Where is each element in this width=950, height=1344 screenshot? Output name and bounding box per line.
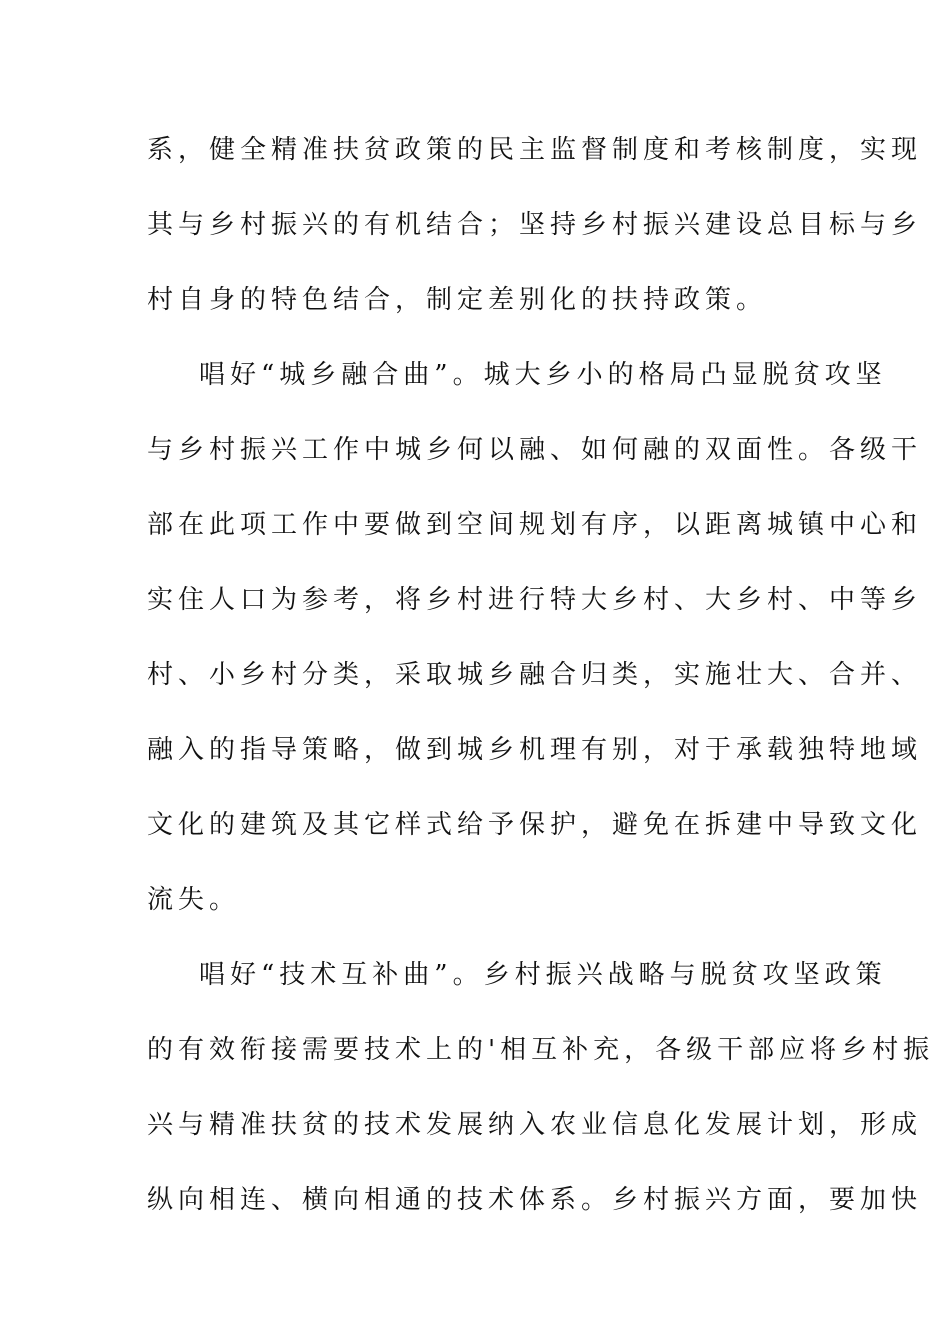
text-line: 其与乡村振兴的有机结合；坚持乡村振兴建设总目标与乡 <box>147 210 923 240</box>
text-line: 融入的指导策略，做到城乡机理有别，对于承载独特地域 <box>147 735 923 765</box>
text-line: 部在此项工作中要做到空间规划有序，以距离城镇中心和 <box>147 510 923 540</box>
text-line: 村自身的特色结合，制定差别化的扶持政策。 <box>147 285 768 315</box>
text-line: 流失。 <box>147 885 241 915</box>
text-line: 系，健全精准扶贫政策的民主监督制度和考核制度，实现 <box>147 135 923 165</box>
text-line: 村、小乡村分类，采取城乡融合归类，实施壮大、合并、 <box>147 660 923 690</box>
document-body <box>147 132 935 1257</box>
text-line: 与乡村振兴工作中城乡何以融、如何融的双面性。各级干 <box>147 435 923 465</box>
paragraph-start-line: 唱好“城乡融合曲”。城大乡小的格局凸显脱贫攻坚 <box>199 360 887 390</box>
text-line: 纵向相连、横向相通的技术体系。乡村振兴方面，要加快 <box>147 1185 923 1215</box>
text-line: 的有效衔接需要技术上的'相互补充，各级干部应将乡村振 <box>147 1035 935 1065</box>
text-line: 实住人口为参考，将乡村进行特大乡村、大乡村、中等乡 <box>147 585 923 615</box>
paragraph-start-line: 唱好“技术互补曲”。乡村振兴战略与脱贫攻坚政策 <box>199 960 887 990</box>
text-line: 兴与精准扶贫的技术发展纳入农业信息化发展计划，形成 <box>147 1110 923 1140</box>
text-line: 文化的建筑及其它样式给予保护，避免在拆建中导致文化 <box>147 810 923 840</box>
